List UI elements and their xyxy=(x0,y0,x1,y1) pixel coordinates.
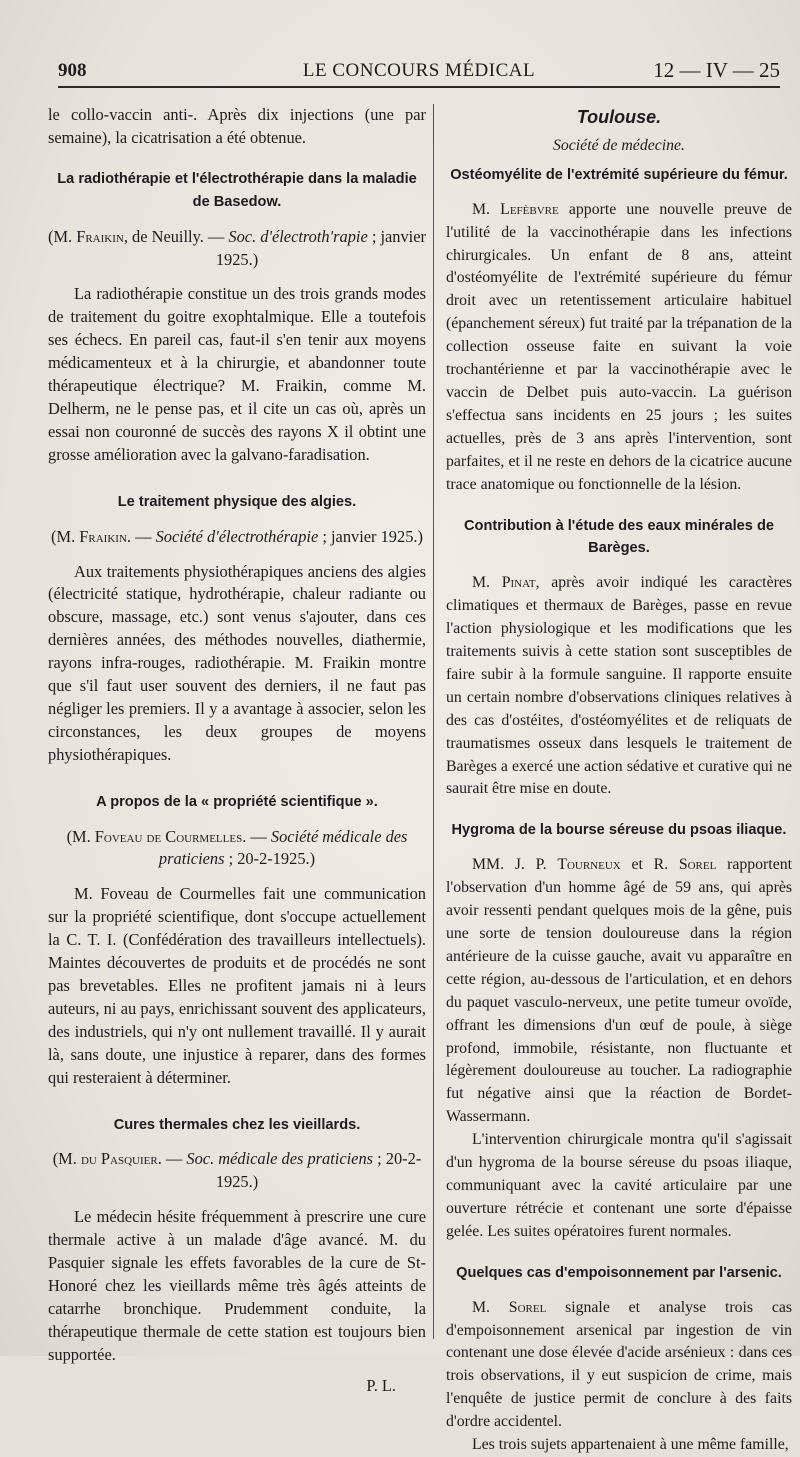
article-title: A propos de la « propriété scientifique ». xyxy=(96,793,378,810)
author-name: Sorel xyxy=(678,856,717,874)
source-author: Foveau de Courmelles xyxy=(94,826,243,846)
article-basedow xyxy=(48,168,426,467)
article-source: (M. Foveau de Courmelles. — Société médicale des praticiens ; 20-2-1925.) xyxy=(66,826,408,869)
article-body: MM. J. P. Tourneux et R. Sorel rapportent l'observation d'un homme âgé de 59 ans, qui après avoir ressenti pendant quelques mois de la gêne, puis une sorte de tension douloureuse dans la région antérieure de la cuisse gauche, avait vu apparaître en cette région, au-dessous de l'articulation, et en dehors du paquet vasculo-nerveux, une petite tumeur ovoïde, offrant les dimensions d'un œuf de poule, à siège profond, immobile, résistante, non fluctuante et légèrement douloureuse au toucher. La radiographie fut négative ainsi que la réaction de Bordet-Wassermann. xyxy=(446,856,792,1126)
article-osteomyelite xyxy=(446,164,792,497)
article-body: Le médecin hésite fréquemment à prescrire une cure thermale active à un malade d'âge avancé. M. du Pasquier signale les effets favorables de la cure de St-Honoré chez les vieillards même très âgés atteints de catarrhe bronchique. Prudemment conduite, la thérapeutique thermale de cette station est toujours bien supportée. xyxy=(48,1207,426,1364)
page-number: 908 xyxy=(58,60,87,81)
right-column xyxy=(446,104,792,1457)
article-title: Cures thermales chez les vieillards. xyxy=(113,1116,361,1133)
issue-date: 12 — IV — 25 xyxy=(653,58,780,82)
article-title: Le traitement physique des algies. xyxy=(117,493,357,510)
article-source: (M. Fraikin. — Société d'électrothérapie ; janvier 1925.) xyxy=(51,526,423,546)
article-title: Hygroma de la bourse séreuse du psoas iliaque. xyxy=(451,822,787,839)
author-name: Tourneux xyxy=(557,856,621,874)
article-body-continued: L'intervention chirurgicale montra qu'il s'agissait d'un hygroma de la bourse séreuse du psoas iliaque, communiquant avec la cavité articulaire par une ouverture rétrécie et contenant une sorte d'épaisse gelée. Les suites opératoires furent normales. xyxy=(446,1131,792,1240)
author-name: Lefèbvre xyxy=(500,200,559,218)
article-cures xyxy=(48,1114,426,1398)
column-divider xyxy=(433,104,434,1339)
page-header xyxy=(58,58,780,88)
article-arsenic xyxy=(446,1262,792,1457)
article-body: M. Sorel signale et analyse trois cas d'empoisonnement arsenical par ingestion de vin contenant une dose élevée d'acide arsénieux : dans ces trois observations, il y eut suspicion de crime, mais l'enquête de justice permit de conclure à des faits d'ordre accidentel. xyxy=(446,1298,792,1431)
article-body: M. Foveau de Courmelles fait une communication sur la propriété scientifique, dont s'occupe actuellement la C. T. I. (Confédération des travailleurs intellectuels). Maintes découvertes de produits et de procédés ne sont pas brevetables. Elles ne profitent jamais ni à leurs auteurs, ni au pays, enrichissant souvent des applicateurs, des industriels, qui n'y ont nullement travaillé. Il y aurait là, sans doute, une injustice à reparer, dans des formes qui resteraient à déterminer. xyxy=(48,884,426,1087)
article-propriete xyxy=(48,791,426,1090)
article-body-continued: Les trois sujets appartenaient à une même famille, xyxy=(472,1436,789,1454)
article-title: Ostéomyélite de l'extrémité supérieure du fémur. xyxy=(450,166,788,183)
journal-title: LE CONCOURS MÉDICAL xyxy=(302,60,536,81)
source-author: Fraikin xyxy=(79,526,127,546)
article-body: M. Lefèbvre apporte une nouvelle preuve de l'utilité de la vaccinothérapie dans les infections chirurgicales. Un enfant de 8 ans, atteint d'ostéomyélite de l'extrémité supérieure du fémur droit avec un retentissement articulaire habituel (épanchement séreux) fut traité par la trépanation de la collection osseuse faite en suivant la voie trochantérienne et par la vaccinothérapie avec le vaccin de Delbet puis auto-vaccin. La guérison s'effectua sans incidents en 25 jours ; les suites actuelles, près de 3 ans après l'intervention, sont parfaites, et il ne reste en dehors de la cicatrice aucune trace anatomique ou fonctionnelle de la lésion. xyxy=(446,200,792,493)
article-algies xyxy=(48,491,426,767)
article-title: La radiothérapie et l'électrothérapie dans la maladie de Basedow. xyxy=(57,170,417,210)
source-journal: Société médicale des praticiens xyxy=(158,826,408,869)
article-title: Contribution à l'étude des eaux minérales de Barèges. xyxy=(463,517,774,557)
left-column xyxy=(48,104,426,1398)
source-journal: Soc. médicale des praticiens xyxy=(186,1149,374,1169)
source-journal: Soc. d'électroth'rapie xyxy=(228,226,368,246)
author-name: Sorel xyxy=(508,1298,547,1316)
article-title: Quelques cas d'empoisonnement par l'arsenic. xyxy=(456,1264,782,1281)
signature: P. L. xyxy=(366,1375,396,1395)
source-journal: Société d'électrothérapie xyxy=(155,526,319,546)
city-heading: Toulouse. xyxy=(576,107,662,127)
article-body: M. Pinat, après avoir indiqué les caractères climatiques et thermaux de Barèges, passe en revue l'action physiologique et les modifications que les traitements suivis à cette station sont susceptibles de faire subir à la formule sanguine. Il rapporte ensuite un certain nombre d'observations cliniques relatives à des cas d'ostéites, d'ostéomyélites et de reliquats de traumatismes osseux dans lesquels le traitement de Barèges a exercé une action sédative et curative qui ne saurait être mise en doute. xyxy=(446,574,792,798)
article-hygroma xyxy=(446,819,792,1243)
author-name: Pinat xyxy=(501,574,536,592)
article-bareges xyxy=(446,515,792,802)
source-author: du Pasquier xyxy=(80,1149,158,1169)
article-source: (M. Fraikin, de Neuilly. — Soc. d'électroth'rapie ; janvier 1925.) xyxy=(48,226,426,269)
society-heading: Société de médecine. xyxy=(552,136,685,154)
article-body: Aux traitements physiothérapiques anciens des algies (électricité statique, hydrothérapie, chaleur radiante ou obscure, massage, etc.) sont venus s'ajouter, dans ces dernières années, des méthodes nouvelles, diathermie, rayons infra-rouges, radiothérapie. M. Fraikin montre que s'il faut user souvent des derniers, il ne faut pas négliger les premiers. Il y a avantage à associer, selon les circonstances, les deux groupes de moyens physiothérapiques. xyxy=(48,561,426,764)
article-body: La radiothérapie constitue un des trois grands modes de traitement du goitre exophtalmique. Elle a toutefois ses échecs. En pareil cas, faut-il s'en tenir aux moyens médicamenteux et à la chirurgie, et abandonner toute thérapeutique électrique? M. Fraikin, comme M. Delherm, ne le pense pas, et il cite un cas où, après un essai non couronné de succès des rayons X il obtint une grosse amélioration avec la galvano-faradisation. xyxy=(48,284,426,464)
article-source: (M. du Pasquier. — Soc. médicale des praticiens ; 20-2-1925.) xyxy=(52,1149,422,1192)
source-author: Fraikin xyxy=(76,226,124,246)
intro-paragraph: le collo-vaccin anti-. Après dix injections (une par semaine), la cicatrisation a été obtenue. xyxy=(48,105,426,147)
